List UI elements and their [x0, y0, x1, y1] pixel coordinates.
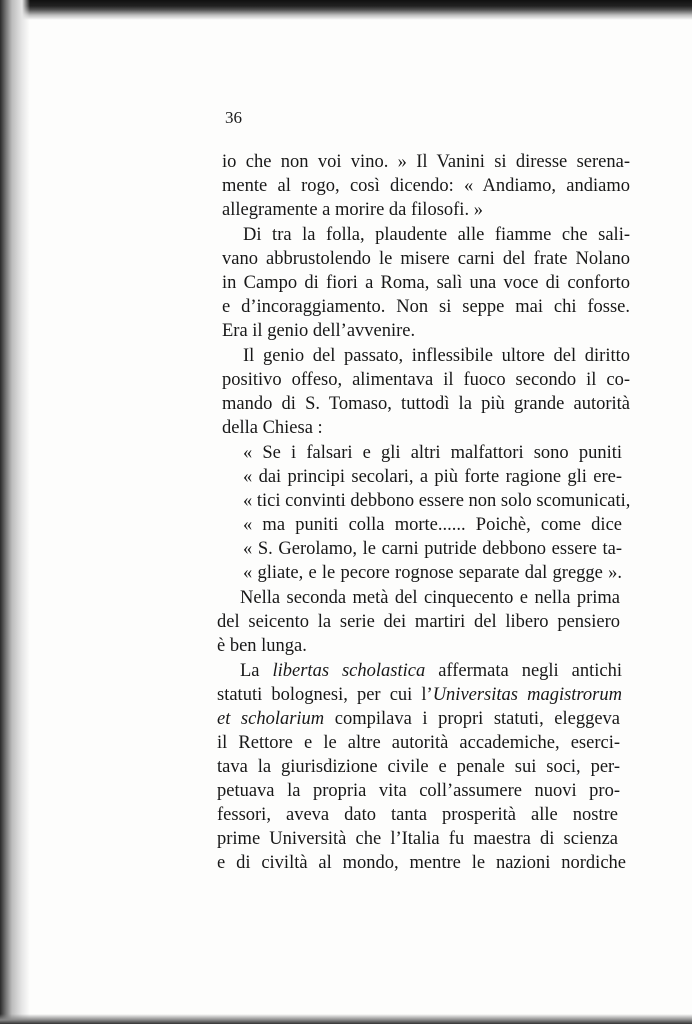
- text-line: [243, 489, 631, 513]
- text-line: [243, 223, 630, 247]
- text-line: [222, 416, 340, 440]
- text-line: [217, 634, 335, 658]
- text-line: [217, 851, 626, 875]
- text-segment: del seicento la serie dei martiri del libero pensiero: [217, 612, 620, 632]
- text-line: [243, 561, 622, 585]
- text-segment: statuti bolognesi, per cui l’: [217, 685, 433, 705]
- text-line: [222, 295, 630, 319]
- text-segment: prime Università che l’Italia fu maestra di scienza: [217, 829, 618, 849]
- text-segment: io che non voi vino. » Il Vanini si diresse serena-: [222, 152, 630, 172]
- text-line: [222, 368, 630, 392]
- text-segment: affermata negli antichi: [425, 661, 622, 681]
- text-segment: « gliate, e le pecore rognose separate dal gregge ».: [243, 563, 622, 583]
- text-line: [217, 731, 620, 755]
- text-segment: Nella seconda metà del cinquecento e nella prima: [240, 588, 620, 608]
- text-segment: petuava la propria vita coll’assumere nuovi pro-: [217, 781, 620, 801]
- italic-phrase: et scholarium: [217, 709, 325, 729]
- text-line: [217, 610, 620, 634]
- scan-edge-top: [0, 0, 692, 20]
- text-line: [243, 441, 622, 465]
- text-segment: della Chiesa :: [222, 418, 323, 438]
- text-line: [243, 344, 630, 368]
- text-segment: La: [240, 661, 273, 681]
- text-line: [240, 659, 622, 683]
- text-segment: in Campo di fiori a Roma, salì una voce di conforto: [222, 273, 630, 293]
- scan-edge-left: [0, 0, 30, 1024]
- text-segment: e d’incoraggiamento. Non si seppe mai chi fosse.: [222, 297, 630, 317]
- text-segment: « ma puniti colla morte...... Poichè, come dice: [243, 515, 622, 535]
- text-line: [222, 150, 630, 174]
- scan-edge-bottom: [0, 1014, 692, 1024]
- text-line: [243, 465, 622, 489]
- text-line: [222, 319, 435, 343]
- text-line: [222, 198, 510, 222]
- text-segment: mente al rogo, così dicendo: « Andiamo, andiamo: [222, 176, 630, 196]
- text-segment: il Rettore e le altre autorità accademiche, eserci-: [217, 733, 620, 753]
- text-line: [217, 827, 618, 851]
- text-line: [222, 392, 630, 416]
- text-segment: fessori, aveva dato tanta prosperità alle nostre: [217, 805, 618, 825]
- page-number: 36: [225, 108, 242, 127]
- text-line: [222, 271, 630, 295]
- text-segment: allegramente a morire da filosofi. »: [222, 200, 483, 220]
- text-segment: Di tra la folla, plaudente alle fiamme che sali-: [243, 225, 630, 245]
- text-segment: positivo offeso, alimentava il fuoco secondo il co-: [222, 370, 630, 390]
- text-segment: mando di S. Tomaso, tuttodì la più grande autorità: [222, 394, 630, 414]
- text-segment: tava la giurisdizione civile e penale sui soci, per-: [217, 757, 620, 777]
- italic-phrase: libertas scholastica: [272, 661, 426, 681]
- text-line: [217, 803, 618, 827]
- text-segment: vano abbrustolendo le misere carni del frate Nolano: [222, 249, 630, 269]
- text-segment: e di civiltà al mondo, mentre le nazioni nordiche: [217, 853, 626, 873]
- text-segment: compilava i propri statuti, eleggeva: [324, 709, 620, 729]
- text-segment: Il genio del passato, inflessibile ultore del diritto: [243, 346, 630, 366]
- text-segment: « tici convinti debbono essere non solo scomunicati,: [243, 491, 631, 511]
- text-segment: « dai principi secolari, a più forte ragione gli ere-: [243, 467, 622, 487]
- text-segment: « S. Gerolamo, le carni putride debbono essere ta-: [243, 539, 622, 559]
- text-line: [217, 683, 622, 707]
- text-segment: Era il genio dell’avvenire.: [222, 321, 416, 341]
- text-segment: « Se i falsari e gli altri malfattori sono puniti: [243, 443, 622, 463]
- text-line: [217, 779, 620, 803]
- text-line: [222, 174, 630, 198]
- text-line: [217, 755, 620, 779]
- text-line: [222, 247, 630, 271]
- text-line: [243, 537, 622, 561]
- text-line: [217, 707, 620, 731]
- text-line: [240, 586, 620, 610]
- italic-phrase: Universitas magistrorum: [432, 685, 622, 705]
- text-line: [243, 513, 622, 537]
- text-segment: è ben lunga.: [217, 636, 307, 656]
